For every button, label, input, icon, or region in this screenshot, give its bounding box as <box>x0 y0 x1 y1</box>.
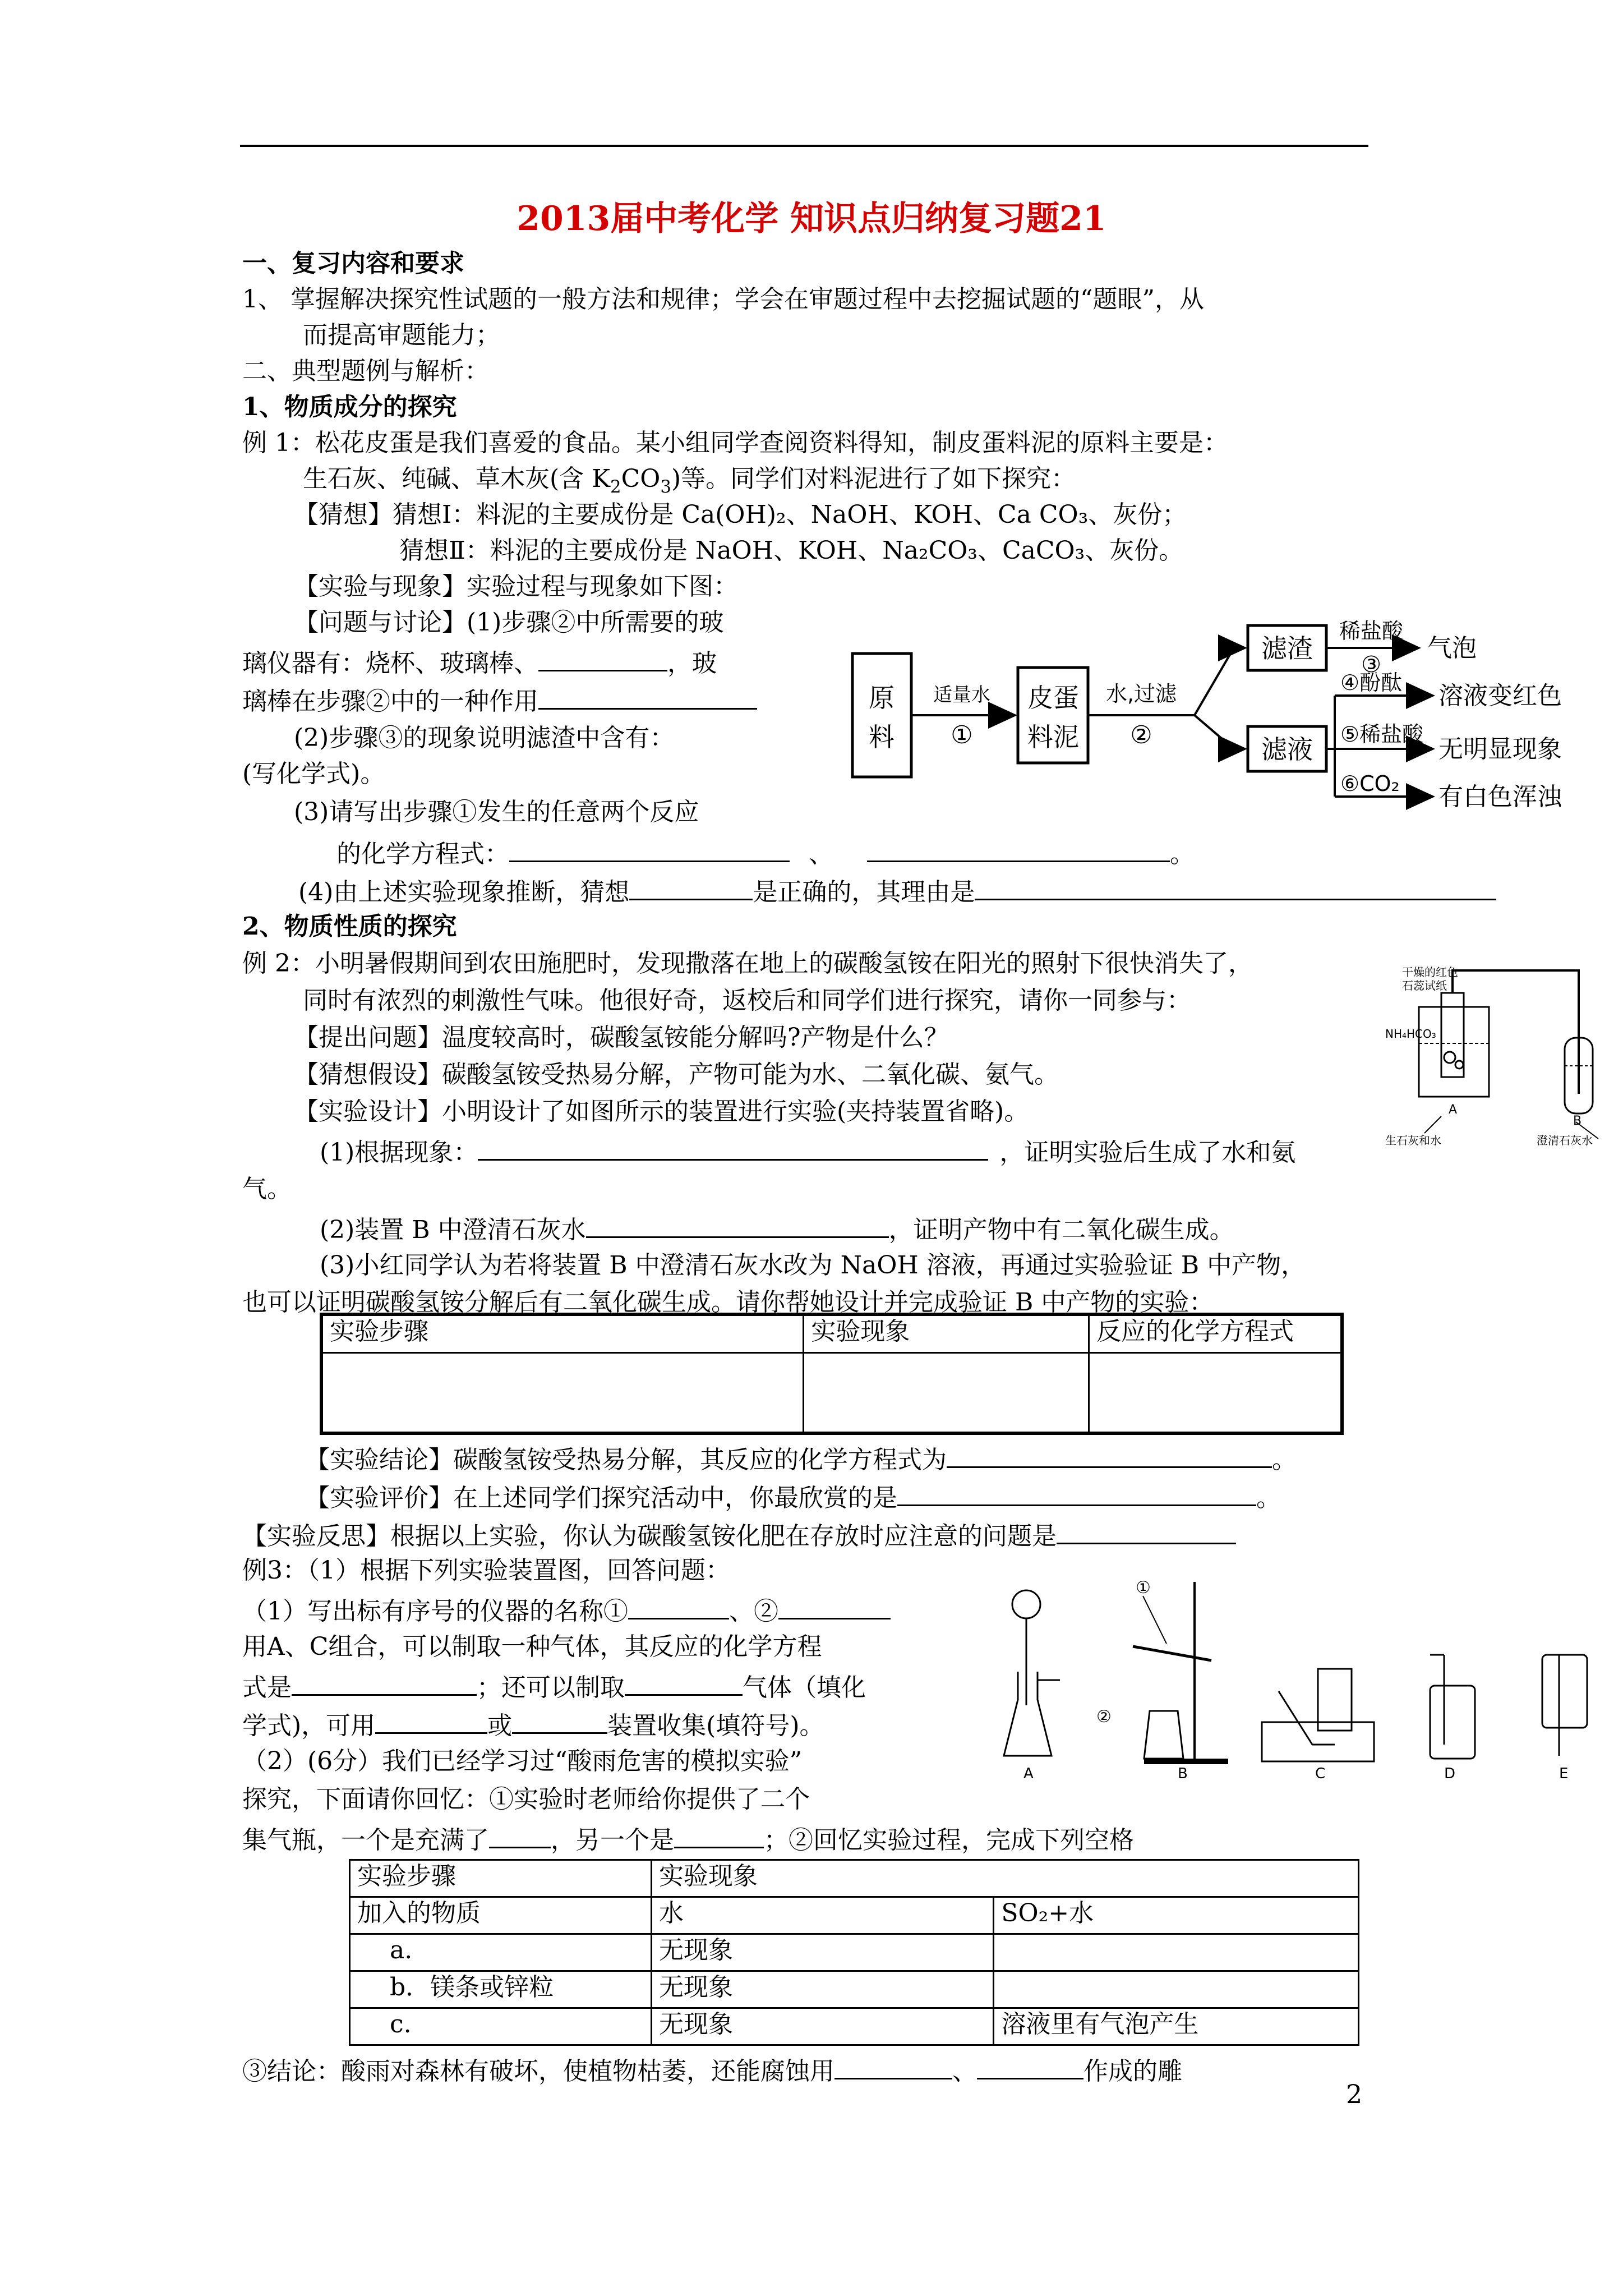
section-heading: 一、复习内容和要求 <box>242 249 464 278</box>
flow-step1-num: ① <box>951 721 973 749</box>
text-line: ③结论：酸雨对森林有破坏，使植物枯萎，还能腐蚀用 、 作成的雕 <box>242 2053 1182 2087</box>
text-line: 璃仪器有：烧杯、玻璃棒、 ，玻 <box>242 645 717 679</box>
text-line: (2)步骤③的现象说明滤渣中含有： <box>294 724 675 752</box>
table-cell: 溶液里有气泡产生 <box>994 2008 1359 2045</box>
table-cell: c. <box>350 2008 652 2045</box>
flow-acid: 稀盐酸 <box>1339 619 1404 643</box>
text-line: 也可以证明碳酸氢铵分解后有二氧化碳生成。请你帮她设计并完成验证 B 中产物的实验： <box>242 1288 1214 1317</box>
fig3-e-label: E <box>1559 1765 1569 1782</box>
fig2-a-label: A <box>1449 1103 1458 1117</box>
flow-step1-label: 适量水 <box>933 684 990 706</box>
text-line: 例3：（1）根据下列实验装置图，回答问题： <box>242 1556 730 1585</box>
flow-residue: 滤渣 <box>1261 633 1313 664</box>
text-line: 生石灰、纯碱、草木灰(含 $K_2CO_3$)等。同学们对料泥进行了如下探究： <box>303 464 1076 498</box>
section-heading: 二、典型题例与解析： <box>242 357 489 385</box>
answer-blank[interactable] <box>975 874 1496 900</box>
table-cell: 加入的物质 <box>350 1897 652 1934</box>
answer-blank[interactable] <box>509 836 790 862</box>
fig2-b-label: B <box>1573 1114 1582 1128</box>
answer-blank[interactable] <box>897 1480 1256 1506</box>
table-cell[interactable] <box>321 1352 804 1433</box>
answer-blank[interactable] <box>292 1669 477 1696</box>
table-cell[interactable] <box>804 1352 1089 1433</box>
table-cell: 水 <box>651 1897 993 1934</box>
fig2-limewater-label: 澄清石灰水 <box>1537 1134 1593 1147</box>
fig3-d-label: D <box>1444 1765 1456 1782</box>
answer-blank[interactable] <box>586 1212 889 1238</box>
flow-f3-result: 有白色浑浊 <box>1438 783 1562 811</box>
answer-blank[interactable] <box>947 1442 1272 1468</box>
acid-rain-table <box>349 1859 1359 2046</box>
text-line: 例 1：松花皮蛋是我们喜爱的食品。某小组同学查阅资料得知，制皮蛋料泥的原料主要是： <box>242 429 1228 457</box>
flow-step2-num: ② <box>1130 721 1152 749</box>
fig3-label-2: ② <box>1096 1707 1112 1727</box>
answer-blank[interactable] <box>834 2053 952 2079</box>
text-line: 气。 <box>242 1175 292 1203</box>
page-title: 2013届中考化学 知识点归纳复习题21 <box>517 199 1106 238</box>
flow-mud-2: 料泥 <box>1027 722 1079 752</box>
text-line: 【提出问题】温度较高时，碳酸氢铵能分解吗?产物是什么？ <box>294 1023 949 1052</box>
text-line: (1)根据现象： ，证明实验后生成了水和氨 <box>320 1134 1295 1168</box>
text-line: 【猜想假设】碳酸氢铵受热易分解，产物可能为水、二氧化碳、氨气。 <box>294 1060 1059 1089</box>
table-cell: 实验步骤 <box>350 1860 652 1897</box>
fig3-b-label: B <box>1178 1765 1188 1782</box>
text-line: (2)装置 B 中澄清石灰水 ，证明产物中有二氧化碳生成。 <box>320 1212 1234 1246</box>
flow-step2-label: 水,过滤 <box>1105 682 1177 706</box>
experiment-table <box>320 1313 1344 1435</box>
table-header-cell: 实验步骤 <box>321 1314 804 1352</box>
answer-blank[interactable] <box>629 874 753 900</box>
answer-blank[interactable] <box>478 1134 988 1161</box>
table-cell[interactable] <box>994 1971 1359 2008</box>
text-line: 的化学方程式： 、 。 <box>336 836 1195 870</box>
text-line: 1、 掌握解决探究性试题的一般方法和规律；学会在审题过程中去挖掘试题的“题眼”，从 <box>242 285 1204 314</box>
table-cell[interactable] <box>994 1934 1359 1971</box>
text-line: 探究，下面请你回忆：①实验时老师给你提供了二个 <box>242 1785 810 1814</box>
fig2-salt-label: NH₄HCO₃ <box>1385 1027 1436 1041</box>
part-heading: 1、物质成分的探究 <box>242 393 457 421</box>
part-heading: 2、物质性质的探究 <box>242 912 457 941</box>
text-line: 同时有浓烈的刺激性气味。他很好奇，返校后和同学们进行探究，请你一同参与： <box>303 986 1191 1015</box>
text-line: (3)小红同学认为若将装置 B 中澄清石灰水改为 NaOH 溶液，再通过实验验证 B 中产物， <box>320 1251 1306 1280</box>
fig2-paper-label-2: 石蕊试纸 <box>1402 979 1447 992</box>
flow-filtrate: 滤液 <box>1261 734 1313 765</box>
table-cell[interactable] <box>1089 1352 1342 1433</box>
flow-r-num: ③ <box>1361 652 1381 678</box>
text-line: 例 2：小明暑假期间到农田施肥时，发现撒落在地上的碳酸氢铵在阳光的照射下很快消失了， <box>242 949 1253 978</box>
answer-blank[interactable] <box>867 836 1170 862</box>
table-header-cell: 实验现象 <box>804 1314 1089 1352</box>
text-line: （2）(6分）我们已经学习过“酸雨危害的模拟实验” <box>242 1747 803 1775</box>
text-line: 【问题与讨论】(1)步骤②中所需要的玻 <box>294 608 724 637</box>
flow-r-result: 气泡 <box>1427 634 1477 662</box>
nh4hco3-apparatus <box>1385 954 1610 1167</box>
text-line: （1）写出标有序号的仪器的名称① 、② <box>242 1593 891 1627</box>
table-header-cell: 反应的化学方程式 <box>1089 1314 1342 1352</box>
answer-blank[interactable] <box>512 1708 607 1734</box>
flow-f2-result: 无明显现象 <box>1438 735 1562 763</box>
flow-diagram <box>841 595 1593 830</box>
text-line: 而提高审题能力； <box>303 321 500 349</box>
answer-blank[interactable] <box>375 1708 487 1734</box>
text-line: 式是 ；还可以制取 气体（填化 <box>242 1669 866 1704</box>
fig3-label-1: ① <box>1136 1578 1151 1598</box>
text-line: (写化学式)。 <box>242 760 385 788</box>
text-line: (4)由上述实验现象推断，猜想 是正确的，其理由是 <box>298 874 1496 908</box>
answer-blank[interactable] <box>489 1822 551 1848</box>
text-line: 用A、C组合，可以制取一种气体，其反应的化学方程 <box>242 1632 822 1661</box>
flow-mud-1: 皮蛋 <box>1027 683 1079 713</box>
answer-blank[interactable] <box>1057 1518 1236 1544</box>
flow-f1: ④酚酞 <box>1340 670 1403 695</box>
flow-f1-result: 溶液变红色 <box>1438 682 1562 710</box>
table-cell: b．镁条或锌粒 <box>350 1971 652 2008</box>
table-cell: a. <box>350 1934 652 1971</box>
table-cell: SO₂+水 <box>994 1897 1359 1934</box>
answer-blank[interactable] <box>625 1669 743 1696</box>
text-line: 【实验反思】根据以上实验，你认为碳酸氢铵化肥在存放时应注意的问题是 <box>242 1518 1236 1552</box>
flow-f2: ⑤稀盐酸 <box>1340 722 1424 747</box>
fig3-c-label: C <box>1315 1765 1326 1782</box>
table-cell: 无现象 <box>651 1971 993 2008</box>
flow-raw-1: 原 <box>869 683 895 713</box>
answer-blank[interactable] <box>538 645 667 671</box>
text-line: 【实验评价】在上述同学们探究活动中，你最欣赏的是 。 <box>305 1480 1281 1514</box>
text-line: 【猜想】猜想Ⅰ：料泥的主要成份是 Ca(OH)₂、NaOH、KOH、Ca CO₃、灰份； <box>294 500 1187 529</box>
fig3-a-label: A <box>1023 1765 1034 1782</box>
answer-blank[interactable] <box>674 1822 764 1848</box>
text-line: 璃棒在步骤②中的一种作用 <box>242 683 757 717</box>
fig2-paper-label: 干燥的红色 <box>1402 965 1458 979</box>
flow-raw-2: 料 <box>869 722 895 752</box>
answer-blank[interactable] <box>628 1593 729 1619</box>
answer-blank[interactable] <box>778 1593 891 1619</box>
page-number: 2 <box>1346 2079 1363 2109</box>
answer-blank[interactable] <box>977 2053 1083 2079</box>
table-cell: 实验现象 <box>651 1860 1358 1897</box>
fig2-lime-label: 生石灰和水 <box>1385 1134 1441 1147</box>
text-line: 学式)，可用 或 装置收集(填符号)。 <box>242 1708 824 1742</box>
table-cell: 无现象 <box>651 1934 993 1971</box>
header-rule <box>240 145 1368 147</box>
text-line: 猜想Ⅱ：料泥的主要成份是 NaOH、KOH、Na₂CO₃、CaCO₃、灰份。 <box>399 536 1184 565</box>
text-line: 【实验与现象】实验过程与现象如下图： <box>294 572 738 601</box>
gas-apparatus-figure <box>998 1571 1623 1795</box>
text-line: 【实验结论】碳酸氢铵受热易分解，其反应的化学方程式为 。 <box>305 1442 1297 1476</box>
table-cell: 无现象 <box>651 2008 993 2045</box>
flow-f3: ⑥CO₂ <box>1340 771 1400 796</box>
answer-blank[interactable] <box>538 683 757 710</box>
text-line: 【实验设计】小明设计了如图所示的装置进行实验(夹持装置省略)。 <box>294 1097 1029 1126</box>
text-line: (3)请写出步骤①发生的任意两个反应 <box>294 798 699 826</box>
text-line: 集气瓶，一个是充满了 ，另一个是 ；②回忆实验过程，完成下列空格 <box>242 1822 1134 1856</box>
